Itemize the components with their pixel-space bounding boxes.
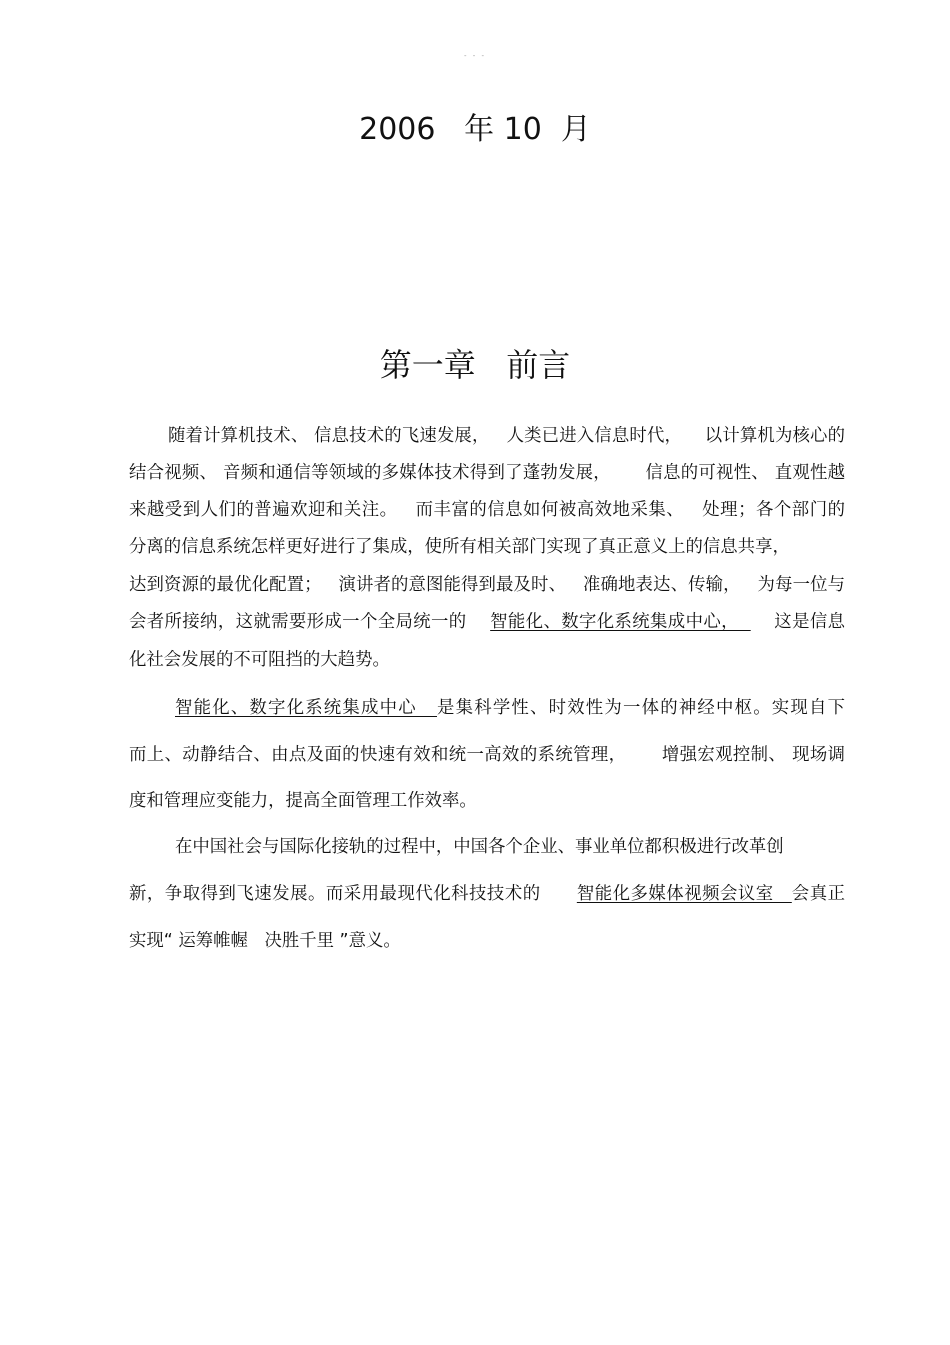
paragraph-1-line-4: 分离的信息系统怎样更好进行了集成，使所有相关部门实现了真正意义上的信息共享， [129, 537, 790, 557]
paragraph-2-line-1: 智能化、数字化系统集成中心 是集科学性、时效性为一体的神经中枢。实现自下 [175, 698, 845, 718]
paragraph-3-line-2: 新，争取得到飞速发展。而采用最现代化科技技术的 智能化多媒体视频会议室 会真正 [129, 884, 845, 904]
paragraph-1-line-1: 随着计算机技术、 信息技术的飞速发展， 人类已进入信息时代， 以计算机为核心的 [168, 426, 845, 446]
header-mark: - - - [463, 52, 487, 60]
paragraph-3-line-1: 在中国社会与国际化接轨的过程中，中国各个企业、事业单位都积极进行改革创 [175, 837, 784, 857]
paragraph-1-line-5: 达到资源的最优化配置； 演讲者的意图能得到最及时、 准确地表达、传输， 为每一位与 [129, 575, 845, 595]
highlight-term-integration-center: 智能化、数字化系统集成中心， [490, 612, 751, 632]
paragraph-3-line-3: 实现“ 运筹帷幄 决胜千里 ”意义。 [129, 931, 401, 951]
chapter-title: 第一章 前言 [379, 346, 571, 384]
date-line: 2006 年 10 月 [359, 112, 591, 147]
highlight-term-video-conference-room: 智能化多媒体视频会议室 [576, 884, 792, 904]
paragraph-1-line-7: 化社会发展的不可阻挡的大趋势。 [129, 650, 390, 670]
highlight-term-integration-center-2: 智能化、数字化系统集成中心 [175, 698, 438, 718]
paragraph-1-line-3: 来越受到人们的普遍欢迎和关注。 而丰富的信息如何被高效地采集、 处理；各个部门的 [129, 500, 845, 520]
paragraph-2-line-2: 而上、动静结合、由点及面的快速有效和统一高效的系统管理， 增强宏观控制、 现场调 [129, 745, 845, 765]
paragraph-1-line-6: 会者所接纳，这就需要形成一个全局统一的 智能化、数字化系统集成中心， 这是信息 [129, 612, 845, 632]
paragraph-2-line-3: 度和管理应变能力，提高全面管理工作效率。 [129, 791, 477, 811]
paragraph-1-line-2: 结合视频、 音频和通信等领域的多媒体技术得到了蓬勃发展， 信息的可视性、 直观性越 [129, 463, 845, 483]
